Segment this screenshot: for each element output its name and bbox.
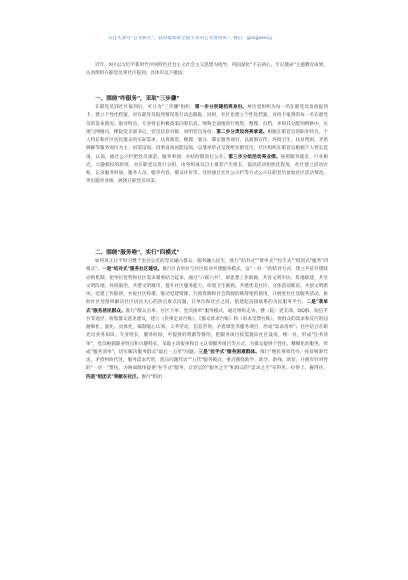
- section-2-text-g: 推行"便民事项代办，扶贫统筹代送，矛盾纠纷代处，服务需求代管，焦点问题代访""五代"服务模式，重点围绕助学、助孕、助残、助贫，开展有针对性的"一对一"帮扶，为困弱群体提供"拉手式"服务，让党员的"服务之手"和群众的"需求之手"牵得见、拉得上、握得住。: [86, 349, 328, 372]
- intro-block: [86, 62, 328, 79]
- section-1-text-e: 根据在职党员的职业特点、个人特长和社区居民群众的实际需求，认真筹选、梳理，划分、制定服务项目，以政策宣传、环境卫生、扶贫帮困、矛盾调解等服务岗位为主；因需设岗、因事设岗因能设岗，以菜单形式呈现给在职党员，社区组织在职党员根据个人特长选岗，认岗，通过公示栏把党员承诺、服务事项、办结时限进行公开。: [86, 129, 328, 160]
- section-1-text-a: 在职党员到社区报到后，可分为"三步骤"组织：: [95, 105, 195, 110]
- section-2-text-c: 推行区直单位与社区结对共建服务模式，以"一对一"的结对方式，建立共驻共建联动新机制，把单位优势和社区需求紧密结合起来，通过"六联六共"，即思想工作联做、共育文明市民；阵地联建，共享文明阵地；环境联治，共建文明城市，提升社区服务能力，环境卫生联抓，共建优美社区；文体活动联谊，共创文明新风；党建工作联创，共促社区和谐，推动党建资源、行政资源和社会资源的统筹集约使用，开展进社区送服务活动，协助社区党组织解决社区居民关心的热点难点问题，在单位和社区之间，搭建起直接联系的为民服务平台。: [86, 267, 328, 306]
- section-1-paragraph: [86, 104, 328, 187]
- header-banner[interactable]: 关注头条号"公文研究"，获得最新最全最专业的公文资料库！ 微信：gongwenyj: [108, 36, 272, 41]
- step-1-heading: 第一步分别建档亮身份。: [194, 105, 248, 110]
- step-3-heading: 第三步分组活动亮业绩。: [228, 154, 281, 160]
- mode-2-heading: 二是"菜单式"服务居民群众。: [86, 300, 328, 314]
- mode-1-heading: 一是"结对式"服务社区建设。: [101, 267, 163, 273]
- section-2: [86, 248, 328, 382]
- mode-4-heading: 四是"组团式"奉献在社区。: [86, 374, 142, 380]
- section-2-text-a: 如何真正让平时习惯于室办公室的党员融入群众、服务融入民生，推行"结对式""菜单式""拉手式""组团式"服务"四模式"。: [86, 259, 328, 273]
- section-1-text-c: 单位党组织为每一名在职党员发放报到卡，建立个性化档案，对在职党员报到情况进行动态跟踪，同时，社区也建立个性化档案，对持卡报到的每一名在职党员的基本情况、职业特点、专业特长积极备案向筹信息，细致全面地进行收集、整理，归档，并将其分配到网格中，实现与网格员、楼院党支部书记、党员信息对接，亮明党员身份。: [86, 105, 328, 135]
- section-2-paragraph: [86, 258, 328, 382]
- section-2-text-e: 推行"群众点单、社区下单、党员接单"服务模式，通过组织走访、楼（院）党支部、QQ群、短信平台等途径，收集群众意见建议，建立《民情走访台账》、《群众诉求台账》和《诉求反馈台账》，将群众的需求和反应的问题细化、量化、具体化，编制爱心认领、义务劳动、信息咨询、矛盾调处等服务项目，形成"需求清单"；社区结合在职党员业务知识、专业特长，服务时间，可提供的资源等情况，把服务项目按需置向社区设岗，统一对，形成"任务清单"，党员根据职业特点和兴趣特长，采取主动报单和自主认领服务项目等方式，为群众提供个性化、精细化的服务，形成"服务清单"，切实解决服务群众"最后一公里"问题。: [86, 308, 328, 355]
- section-2-heading: 二、围绕"服务啥"，实行"四模式": [95, 250, 180, 256]
- step-2-heading: 第二步分类设岗亮承诺。: [216, 129, 268, 135]
- section-1: [86, 94, 328, 187]
- section-1-heading: 一、围绕"咋服务"，采取"三步骤": [95, 96, 180, 102]
- section-2-text-i: 推行"组团: [141, 374, 162, 380]
- intro-paragraph: 近年，X区以习近平新时代中国特色社会主义社会主义思想为指导，巩固深化"不忘初心、牢记使命"主题教育成果，认真组织在职党员到社区报到，具体有以下做法：: [86, 63, 328, 77]
- section-1-text-g: 按照服务就近、行业相近、兴趣相投的原则，对在职党员进行分组，由各组成员自主推荐产生组长，提高活动组织化程度，社区建立活动台账，记录服务时间、服务人员、服务内容、群众评价等，及时通过社区公示栏等方式公示在职党员参加社区活动情况，突出服务业绩，展现在职党员风采。: [86, 154, 328, 185]
- mode-3-heading: 三是"拉手式"服务困难群体。: [198, 349, 260, 355]
